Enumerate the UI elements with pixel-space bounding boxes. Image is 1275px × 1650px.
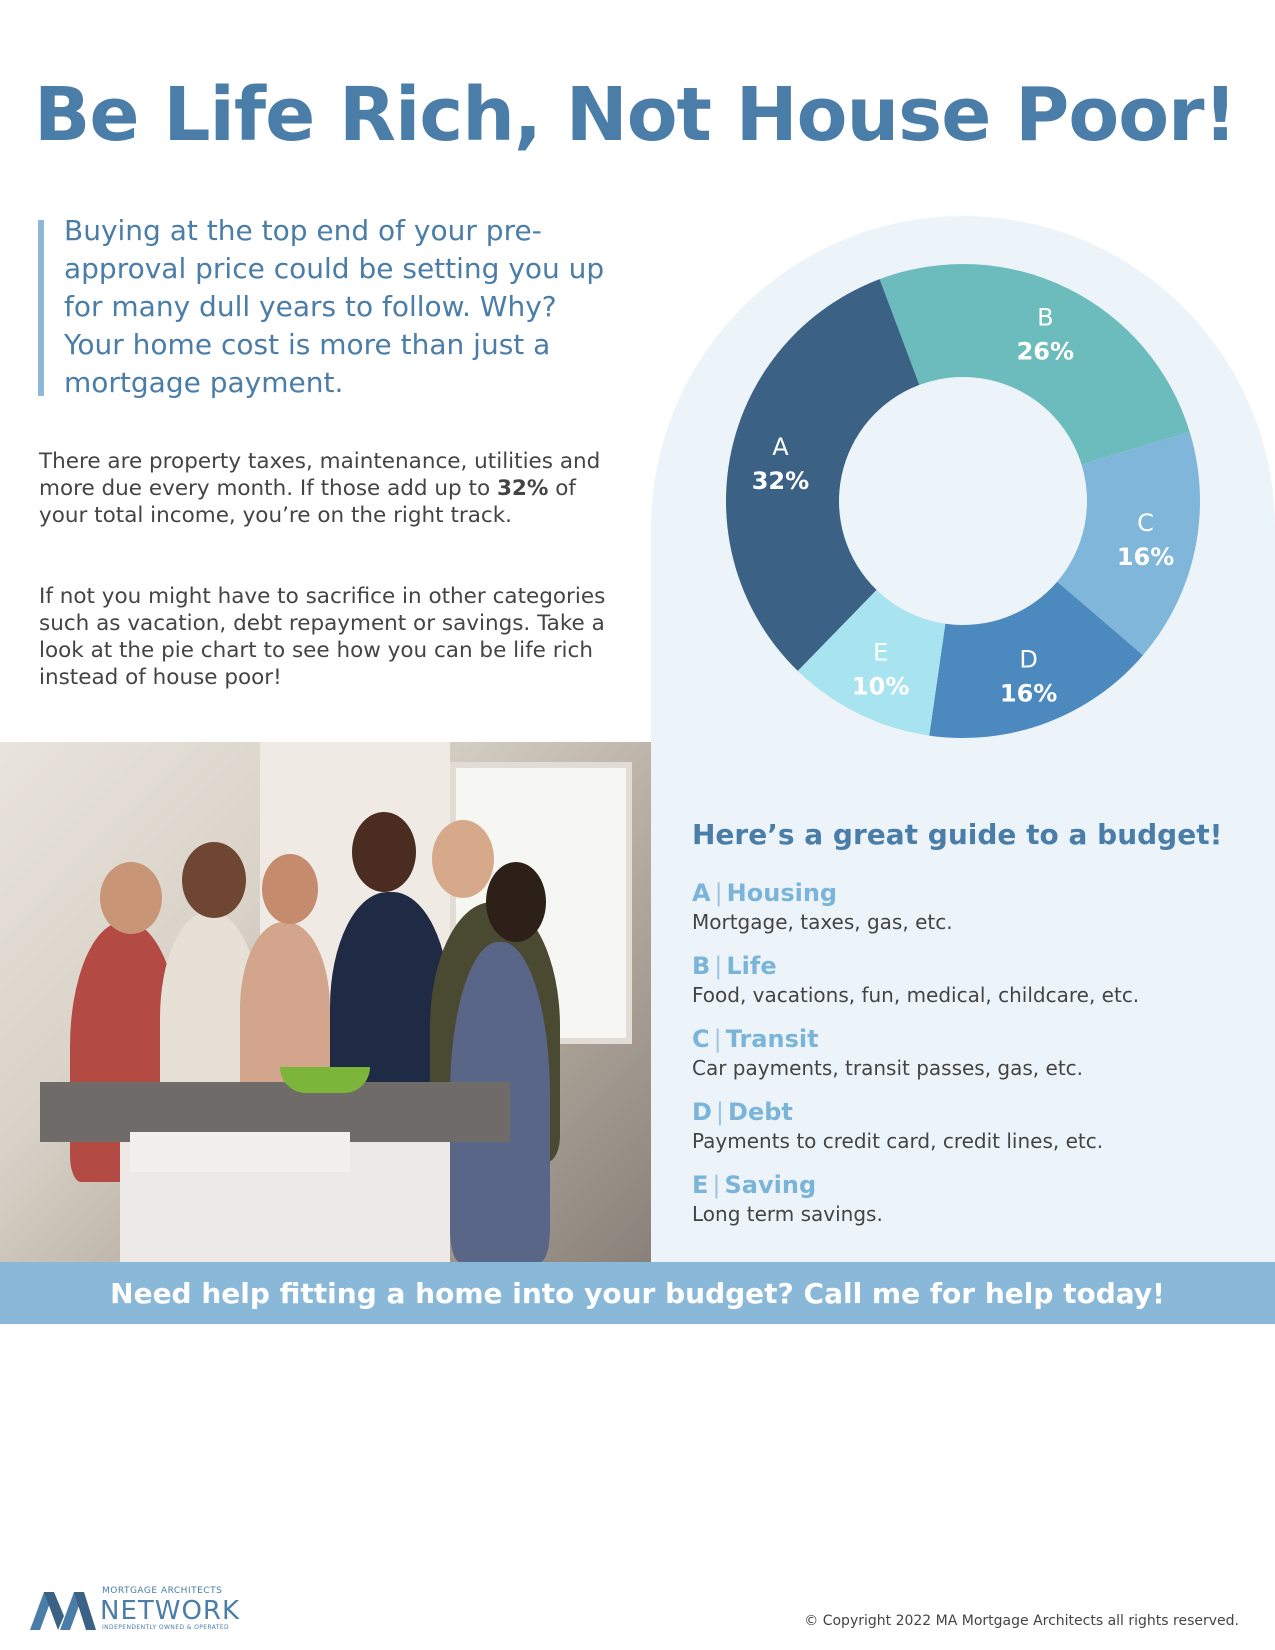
guide-description: Food, vacations, fun, medical, childcare, etc. [692,983,1140,1007]
guide-title: Here’s a great guide to a budget! [692,818,1223,851]
paragraph-text: of your total income, you’re on the right track. [39,476,576,528]
guide-item-transit: C | Transit Car payments, transit passes, gas, etc. [692,1024,1252,1082]
guide-item-debt: D | Debt Payments to credit card, credit lines, etc. [692,1097,1252,1155]
slice-percent-c: 16% [1116,543,1175,572]
slice-percent-a: 32% [751,466,810,495]
highlight-percent: 32% [496,476,549,501]
slice-letter-b: B [1037,303,1054,332]
guide-description: Payments to credit card, credit lines, etc. [692,1129,1104,1153]
paragraph-text: There are property taxes, maintenance, utilities and more due every month. If those add up to [39,449,601,501]
slice-letter-c: C [1137,509,1154,538]
guide-name: Saving [724,1171,817,1199]
intro-quote: Buying at the top end of your pre-approval price could be setting you up for many dull years to follow. Why? Your home cost is more than just a mortgage payment. [64,214,605,399]
slice-letter-a: A [772,432,789,461]
guide-name: Debt [728,1098,793,1126]
guide-letter: D [692,1098,712,1126]
guide-letter: E [692,1171,709,1199]
slice-letter-e: E [873,638,889,667]
ma-logo-icon [30,1592,96,1630]
guide-description: Car payments, transit passes, gas, etc. [692,1056,1084,1080]
guide-item-saving: E | Saving Long term savings. [692,1170,1252,1228]
guide-name: Life [726,952,777,980]
company-logo [30,1582,240,1630]
logo-tagline: INDEPENDENTLY OWNED & OPERATED [102,1624,230,1631]
logo-wordmark: NETWORK [100,1596,241,1626]
copyright-notice: © Copyright 2022 MA Mortgage Architects all rights reserved. [804,1613,1239,1629]
slice-letter-d: D [1019,645,1038,674]
guide-item-life: B | Life Food, vacations, fun, medical, childcare, etc. [692,951,1252,1009]
guide-letter: A [692,879,711,907]
slice-percent-d: 16% [999,679,1058,708]
guide-description: Long term savings. [692,1202,883,1226]
body-paragraph-2: If not you might have to sacrifice in other categories such as vacation, debt repayment or savings. Take a look at the pie chart to see how you can be life rich instead of house poor! [39,584,606,690]
guide-letter: C [692,1025,710,1053]
body-paragraph-1 [39,448,629,529]
call-to-action-banner: Need help fitting a home into your budget? Call me for help today! [0,1262,1275,1324]
guide-letter: B [692,952,711,980]
guide-description: Mortgage, taxes, gas, etc. [692,910,953,934]
logo-subtitle: MORTGAGE ARCHITECTS [102,1586,223,1596]
slice-percent-e: 10% [851,672,910,701]
guide-name: Housing [726,879,838,907]
guide-name: Transit [725,1025,819,1053]
friends-kitchen-photo [0,742,651,1262]
quote-accent-bar [38,220,44,396]
page-title: Be Life Rich, Not House Poor! [34,72,1237,158]
guide-item-housing: A | Housing Mortgage, taxes, gas, etc. [692,878,1252,936]
slice-percent-b: 26% [1016,337,1075,366]
donut-chart [651,216,1275,796]
